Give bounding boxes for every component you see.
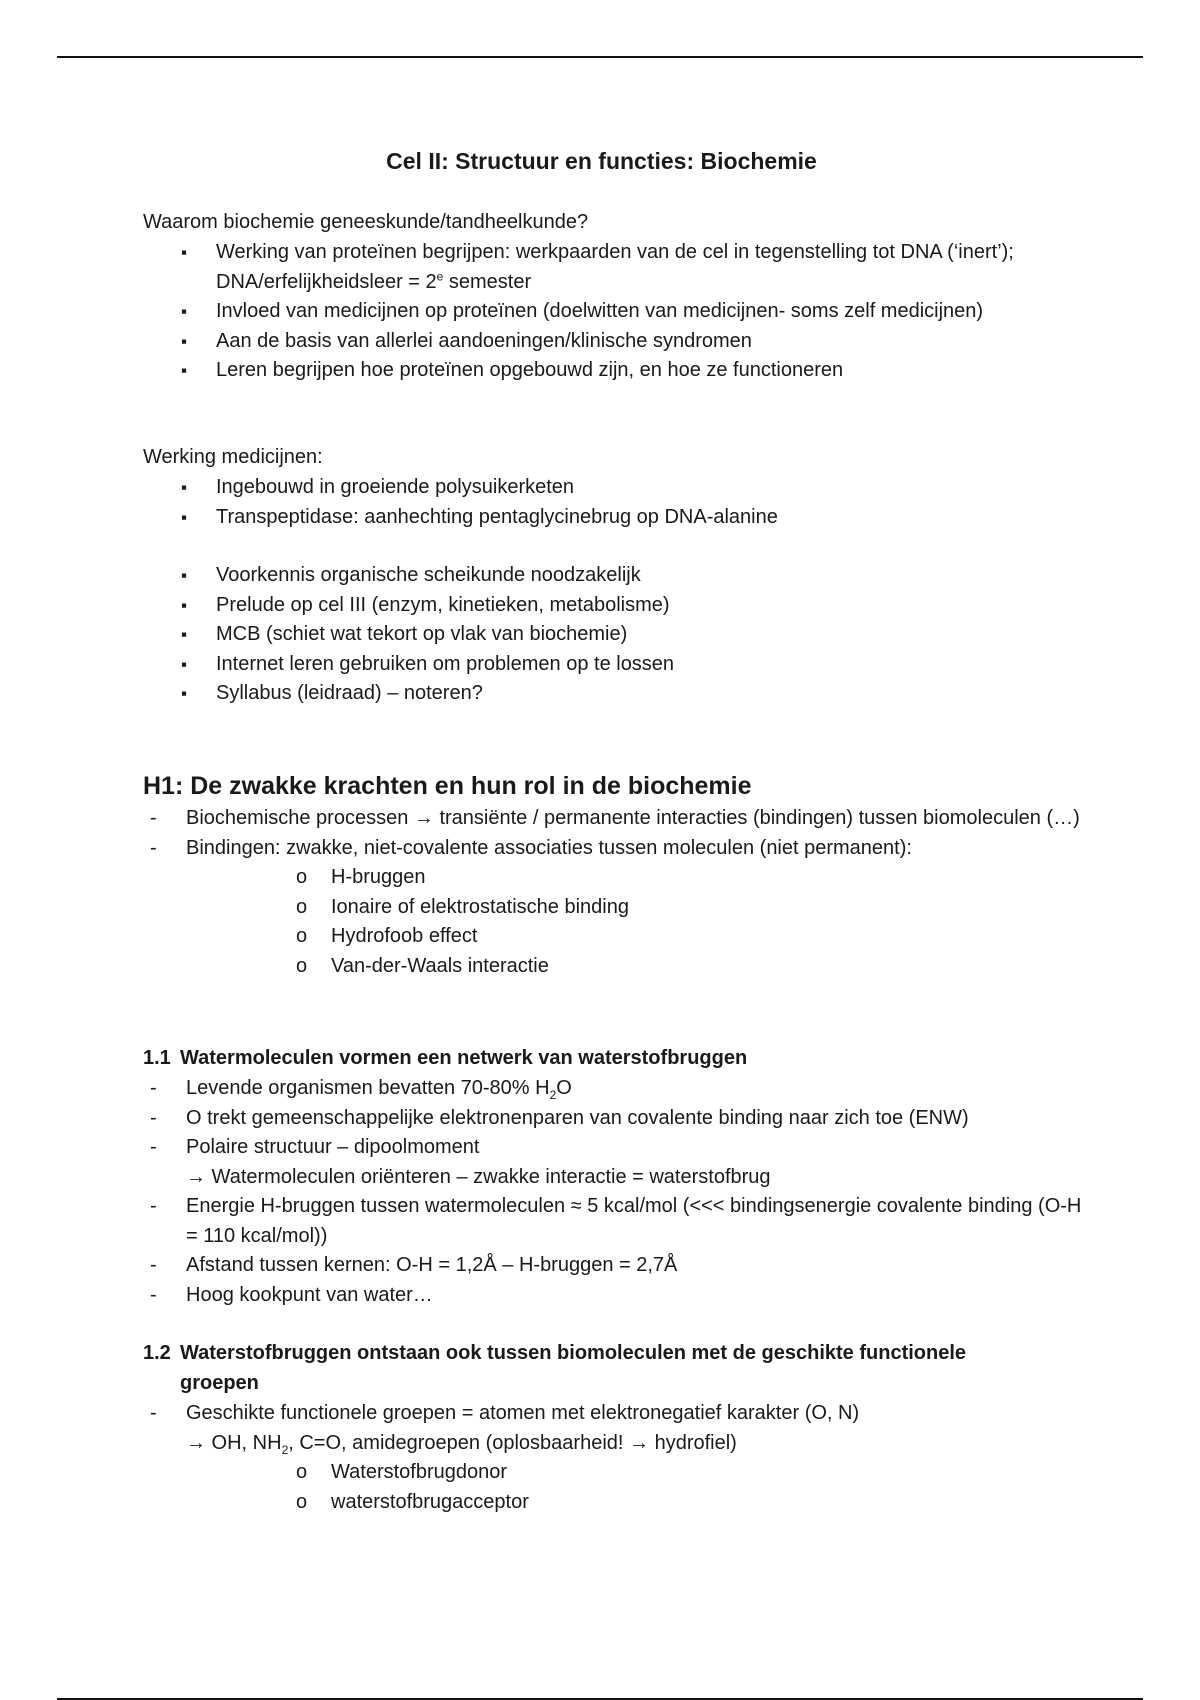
dash-marker: - [150,807,157,829]
dash-marker: - [150,1195,157,1217]
section-1-1-list [143,1074,1086,1310]
list-item: - Geschikte functionele groepen = atomen met elektronegatief karakter (O, N) → OH, $NH_2$, C=O, amidegroepen (oplosbaarheid! → hydrofiel) o Waterstofbrugdonor o waterstofbrugacceptor [143,1399,1086,1517]
list-item: - Biochemische processen → transiënte / permanente interacties (bindingen) tussen biomoleculen (…) [143,804,1086,834]
list-item: - Afstand tussen kernen: O-H = 1,2Å – H-bruggen = 2,7Å [143,1251,1086,1281]
page-title: Cel II: Structuur en functies: Biochemie [386,148,817,174]
list-item: - Polaire structuur – dipoolmoment → Watermoleculen oriënteren – zwakke interactie = waterstofbrug [143,1133,1086,1192]
extra-bullet-list [143,561,1036,709]
list-item: ▪ Werking van proteïnen begrijpen: werkpaarden van de cel in tegenstelling tot DNA (‘inert’); DNA/erfelijkheidsleer = $2^e$ semester [143,238,1036,297]
circle-marker: o [296,866,308,888]
list-item: - Bindingen: zwakke, niet-covalente associaties tussen moleculen (niet permanent): o H-bruggen o Ionaire of elektrostatische binding o Hydrofoob effect o Van-der-Waals interactie [143,834,1086,982]
sub-list-item: o Van-der-Waals interactie [186,952,1086,982]
chapter-dash-list [143,804,1086,981]
header-rule [57,56,1143,58]
dash-marker: - [150,1283,157,1306]
section-heading-1-1: 1.1 Watermoleculen vormen een netwerk van waterstofbruggen [143,1047,748,1069]
intro-question: Waarom biochemie geneeskunde/tandheelkunde? [143,211,589,233]
circle-marker: o [296,925,308,947]
section-heading-1-2: 1.2 Waterstofbruggen ontstaan ook tussen biomoleculen met de geschikte functionele groepen [143,1342,967,1394]
list-item: ▪ Syllabus (leidraad) – noteren? [143,679,1036,709]
sub-list-item: o Hydrofoob effect [186,922,1086,952]
list-item: ▪ Prelude op cel III (enzym, kinetieken, metabolisme) [143,591,1036,621]
sub-list-item: o waterstofbrugacceptor [186,1488,1086,1518]
medicijnen-heading: Werking medicijnen: [143,446,323,468]
list-item: - Levende organismen bevatten 70-80% $H_2O$ [143,1074,1086,1104]
list-item: ▪ Internet leren gebruiken om problemen op te lossen [143,650,1036,680]
sub-list-item: o Waterstofbrugdonor [186,1458,1086,1488]
circle-marker: o [296,895,308,918]
list-item: - Energie H-bruggen tussen watermoleculen ≈ 5 kcal/mol (<<< bindingsenergie covalente binding (O-H = 110 kcal/mol)) [143,1192,1086,1251]
circle-marker: o [296,1490,308,1513]
list-item: ▪ Leren begrijpen hoe proteïnen opgebouwd zijn, en hoe ze functioneren [143,356,1036,386]
medicijnen-bullet-list [143,473,1036,532]
dash-marker: - [150,1077,157,1099]
dash-marker: - [150,1106,157,1129]
dash-marker: - [150,1402,157,1424]
sub-list [186,863,1086,981]
chapter-heading: H1: De zwakke krachten en hun rol in de biochemie [143,772,752,800]
list-item: - O trekt gemeenschappelijke elektronenparen van covalente binding naar zich toe (ENW) [143,1104,1086,1134]
sub-list-item: o H-bruggen [186,863,1086,893]
list-item: - Hoog kookpunt van water… [143,1281,1086,1311]
sub-list-item: o Ionaire of elektrostatische binding [186,893,1086,923]
dash-marker: - [150,1254,157,1276]
list-item: ▪ Ingebouwd in groeiende polysuikerketen [143,473,1036,503]
list-item: ▪ Aan de basis van allerlei aandoeningen/klinische syndromen [143,327,1036,357]
dash-marker: - [150,836,157,859]
list-item: ▪ Transpeptidase: aanhechting pentaglycinebrug op DNA-alanine [143,503,1036,533]
list-item: ▪ Invloed van medicijnen op proteïnen (doelwitten van medicijnen- soms zelf medicijnen) [143,297,1036,327]
intro-bullet-list [143,238,1036,386]
dash-marker: - [150,1136,157,1158]
list-item: ▪ Voorkennis organische scheikunde noodzakelijk [143,561,1036,591]
sub-list [186,1458,1086,1517]
section-1-2-list [143,1399,1086,1517]
list-item: ▪ MCB (schiet wat tekort op vlak van biochemie) [143,620,1036,650]
circle-marker: o [296,1461,308,1483]
circle-marker: o [296,954,308,977]
